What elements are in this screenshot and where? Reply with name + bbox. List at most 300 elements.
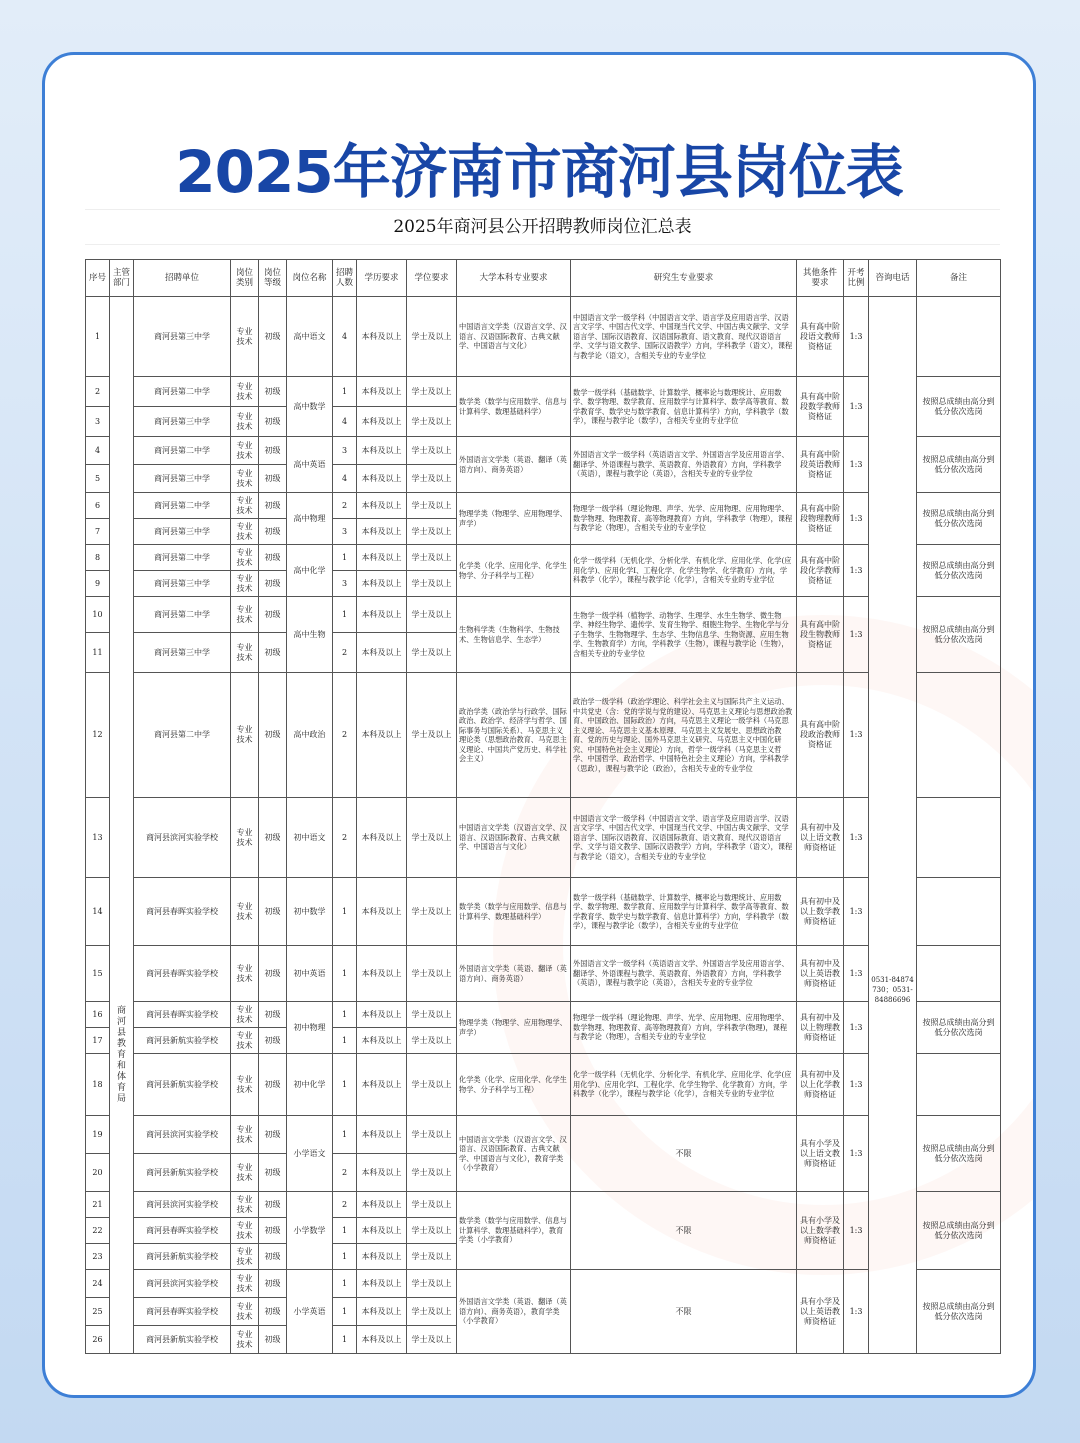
cell-education: 本科及以上 xyxy=(357,545,407,571)
cell-level: 初级 xyxy=(259,1298,287,1326)
table-row xyxy=(86,1054,1001,1116)
cell-count: 1 xyxy=(333,1054,357,1116)
cell-degree: 学士及以上 xyxy=(407,571,457,597)
cell-unit: 商河县第二中学 xyxy=(134,545,231,571)
cell-ratio: 1:3 xyxy=(844,1002,869,1054)
cell-count: 1 xyxy=(333,878,357,946)
cell-grad-major: 数学一级学科（基础数学、计算数学、概率论与数理统计、应用数学、数学物理、数学教育、应用数学与计算科学、数学高等教育、数学教育学、数学史与数学教育、信息计算科学）方向，学科教学（数学），课程与教学论（数学），含相关专业的专业学位 xyxy=(571,878,797,946)
col-header-grad-major: 研究生专业要求 xyxy=(571,260,797,297)
cell-unit: 商河县第三中学 xyxy=(134,407,231,437)
col-header-id: 序号 xyxy=(86,260,110,297)
cell-ratio: 1:3 xyxy=(844,297,869,377)
cell-count: 3 xyxy=(333,437,357,465)
cell-degree: 学士及以上 xyxy=(407,407,457,437)
cell-category: 专业技术 xyxy=(231,407,259,437)
col-header-count: 招聘人数 xyxy=(333,260,357,297)
cell-other: 具有小学及以上英语教师资格证 xyxy=(797,1270,844,1354)
cell-unit: 商河县第三中学 xyxy=(134,465,231,493)
cell-degree: 学士及以上 xyxy=(407,1002,457,1028)
cell-level: 初级 xyxy=(259,1116,287,1154)
cell-count: 3 xyxy=(333,519,357,545)
cell-category: 专业技术 xyxy=(231,437,259,465)
cell-grad-major: 生物学一级学科（植物学、动物学、生理学、水生生物学、微生物学、神经生物学、遗传学、发育生物学、细胞生物学、生物化学与分子生物学、生物物理学、生态学、生物信息学、生物资源、应用生物学、生物教育学）方向，学科教学（生物），课程与教学论（生物），含相关专业的专业学位 xyxy=(571,597,797,673)
cell-education: 本科及以上 xyxy=(357,493,407,519)
col-header-undergrad-major: 大学本科专业要求 xyxy=(457,260,571,297)
cell-degree: 学士及以上 xyxy=(407,798,457,878)
cell-education: 本科及以上 xyxy=(357,465,407,493)
cell-count: 4 xyxy=(333,407,357,437)
cell-unit: 商河县滨河实验学校 xyxy=(134,1192,231,1218)
cell-education: 本科及以上 xyxy=(357,377,407,407)
cell-other: 具有高中阶段化学教师资格证 xyxy=(797,545,844,597)
cell-degree: 学士及以上 xyxy=(407,633,457,673)
cell-id: 22 xyxy=(86,1218,110,1244)
cell-category: 专业技术 xyxy=(231,878,259,946)
cell-position: 高中物理 xyxy=(287,493,333,545)
cell-count: 2 xyxy=(333,798,357,878)
cell-education: 本科及以上 xyxy=(357,633,407,673)
cell-degree: 学士及以上 xyxy=(407,878,457,946)
cell-remarks xyxy=(917,673,1001,798)
cell-remarks: 按照总成绩由高分到低分依次选岗 xyxy=(917,377,1001,437)
cell-unit: 商河县第二中学 xyxy=(134,493,231,519)
cell-remarks: 按照总成绩由高分到低分依次选岗 xyxy=(917,545,1001,597)
cell-position: 初中数学 xyxy=(287,878,333,946)
cell-count: 1 xyxy=(333,1298,357,1326)
cell-undergrad-major: 政治学类（政治学与行政学、国际政治、政治学、经济学与哲学、国际事务与国际关系）、马克思主义理论类（思想政治教育、马克思主义理论、中国共产党历史、科学社会主义） xyxy=(457,673,571,798)
cell-level: 初级 xyxy=(259,1218,287,1244)
cell-category: 专业技术 xyxy=(231,1116,259,1154)
cell-unit: 商河县第三中学 xyxy=(134,633,231,673)
cell-ratio: 1:3 xyxy=(844,545,869,597)
cell-id: 2 xyxy=(86,377,110,407)
col-header-remarks: 备注 xyxy=(917,260,1001,297)
header-row xyxy=(86,260,1001,297)
cell-other: 具有初中及以上化学教师资格证 xyxy=(797,1054,844,1116)
cell-education: 本科及以上 xyxy=(357,1054,407,1116)
cell-education: 本科及以上 xyxy=(357,437,407,465)
cell-count: 1 xyxy=(333,597,357,633)
cell-education: 本科及以上 xyxy=(357,798,407,878)
cell-education: 本科及以上 xyxy=(357,1244,407,1270)
cell-category: 专业技术 xyxy=(231,673,259,798)
cell-count: 1 xyxy=(333,1002,357,1028)
cell-degree: 学士及以上 xyxy=(407,297,457,377)
cell-id: 10 xyxy=(86,597,110,633)
cell-ratio: 1:3 xyxy=(844,1054,869,1116)
cell-category: 专业技术 xyxy=(231,1154,259,1192)
cell-other: 具有小学及以上语文教师资格证 xyxy=(797,1116,844,1192)
col-header-ratio: 开考比例 xyxy=(844,260,869,297)
cell-id: 9 xyxy=(86,571,110,597)
col-header-category: 岗位类别 xyxy=(231,260,259,297)
cell-id: 25 xyxy=(86,1298,110,1326)
cell-unit: 商河县新航实验学校 xyxy=(134,1054,231,1116)
table-row xyxy=(86,545,1001,571)
cell-count: 2 xyxy=(333,1154,357,1192)
table-row xyxy=(86,1192,1001,1218)
cell-degree: 学士及以上 xyxy=(407,1326,457,1354)
cell-undergrad-major: 中国语言文学类（汉语言文学、汉语言、汉语国际教育、古典文献学、中国语言与文化） xyxy=(457,798,571,878)
cell-category: 专业技术 xyxy=(231,1028,259,1054)
cell-level: 初级 xyxy=(259,1270,287,1298)
cell-degree: 学士及以上 xyxy=(407,493,457,519)
cell-unit: 商河县新航实验学校 xyxy=(134,1244,231,1270)
col-header-level: 岗位等级 xyxy=(259,260,287,297)
cell-count: 2 xyxy=(333,673,357,798)
cell-id: 13 xyxy=(86,798,110,878)
cell-grad-major: 物理学一级学科（理论物理、声学、光学、应用物理、应用物理学、数学物理、物理教育、高等物理教育）方向，学科教学(物理)，课程与教学论（物理），含相关专业的专业学位 xyxy=(571,1002,797,1054)
cell-education: 本科及以上 xyxy=(357,597,407,633)
cell-grad-major: 外国语言文学一级学科（英语语言文学、外国语言学及应用语言学、翻译学、外语课程与教学、英语教育、外语教育）方向，学科教学（英语），课程与教学论（英语），含相关专业的专业学位 xyxy=(571,946,797,1002)
cell-ratio: 1:3 xyxy=(844,946,869,1002)
table-row xyxy=(86,493,1001,519)
cell-ratio: 1:3 xyxy=(844,1270,869,1354)
cell-position: 高中英语 xyxy=(287,437,333,493)
cell-degree: 学士及以上 xyxy=(407,377,457,407)
cell-category: 专业技术 xyxy=(231,1002,259,1028)
cell-position: 高中生物 xyxy=(287,597,333,673)
cell-degree: 学士及以上 xyxy=(407,1270,457,1298)
table-row xyxy=(86,673,1001,798)
cell-remarks: 按照总成绩由高分到低分依次选岗 xyxy=(917,437,1001,493)
cell-position: 初中语文 xyxy=(287,798,333,878)
cell-count: 1 xyxy=(333,377,357,407)
cell-id: 7 xyxy=(86,519,110,545)
cell-undergrad-major: 化学类（化学、应用化学、化学生物学、分子科学与工程） xyxy=(457,545,571,597)
cell-ratio: 1:3 xyxy=(844,437,869,493)
cell-degree: 学士及以上 xyxy=(407,1028,457,1054)
cell-unit: 商河县新航实验学校 xyxy=(134,1326,231,1354)
cell-grad-major: 中国语言文学一级学科（中国语言文学、语言学及应用语言学、汉语言文字学、中国古代文学、中国现当代文学、中国古典文献学、文学语言学、国际汉语教育、汉语国际教育、语文教育、现代汉语语言学、文学与语文教学、国际汉语教学）方向，学科教学（语文），课程与教学论（语文），含相关专业的专业学位 xyxy=(571,297,797,377)
col-header-other: 其他条件要求 xyxy=(797,260,844,297)
cell-category: 专业技术 xyxy=(231,377,259,407)
sheet-title: 2025年商河县公开招聘教师岗位汇总表 xyxy=(85,209,1000,245)
spreadsheet xyxy=(85,209,1000,1354)
cell-category: 专业技术 xyxy=(231,519,259,545)
cell-undergrad-major: 数学类（数学与应用数学、信息与计算科学、数理基础科学），教育学类（小学教育） xyxy=(457,1192,571,1270)
cell-education: 本科及以上 xyxy=(357,1298,407,1326)
cell-id: 3 xyxy=(86,407,110,437)
cell-other: 具有高中阶段物理教师资格证 xyxy=(797,493,844,545)
cell-education: 本科及以上 xyxy=(357,946,407,1002)
cell-other: 具有高中阶段数学教师资格证 xyxy=(797,377,844,437)
cell-unit: 商河县滨河实验学校 xyxy=(134,798,231,878)
cell-unit: 商河县第三中学 xyxy=(134,519,231,545)
cell-unit: 商河县春晖实验学校 xyxy=(134,946,231,1002)
cell-degree: 学士及以上 xyxy=(407,545,457,571)
table-row xyxy=(86,1116,1001,1154)
cell-undergrad-major: 数学类（数学与应用数学、信息与计算科学、数理基础科学） xyxy=(457,878,571,946)
cell-other: 具有高中阶段政治教师资格证 xyxy=(797,673,844,798)
table-row xyxy=(86,1270,1001,1298)
cell-ratio: 1:3 xyxy=(844,377,869,437)
cell-education: 本科及以上 xyxy=(357,1192,407,1218)
cell-level: 初级 xyxy=(259,407,287,437)
cell-grad-major: 数学一级学科（基础数学、计算数学、概率论与数理统计、应用数学、数学物理、数学教育、应用数学与计算科学、数学高等教育、数学教育学、数学史与数学教育、信息计算科学）方向，学科教学（数学），课程与教学论（数学），含相关专业的专业学位 xyxy=(571,377,797,437)
cell-education: 本科及以上 xyxy=(357,571,407,597)
cell-count: 2 xyxy=(333,633,357,673)
cell-other: 具有高中阶段生物教师资格证 xyxy=(797,597,844,673)
cell-degree: 学士及以上 xyxy=(407,1054,457,1116)
cell-grad-major: 物理学一级学科（理论物理、声学、光学、应用物理、应用物理学、数学物理、物理教育、高等物理教育）方向，学科教学（物理），课程与教学论（物理），含相关专业的专业学位 xyxy=(571,493,797,545)
cell-degree: 学士及以上 xyxy=(407,465,457,493)
cell-degree: 学士及以上 xyxy=(407,1298,457,1326)
cell-unit: 商河县第二中学 xyxy=(134,597,231,633)
cell-phone: 0531-84874730；0531-84886696 xyxy=(869,297,917,1354)
cell-position: 小学语文 xyxy=(287,1116,333,1192)
cell-level: 初级 xyxy=(259,633,287,673)
cell-undergrad-major: 物理学类（物理学、应用物理学、声学） xyxy=(457,1002,571,1054)
cell-education: 本科及以上 xyxy=(357,878,407,946)
cell-count: 4 xyxy=(333,297,357,377)
cell-other: 具有初中及以上数学教师资格证 xyxy=(797,878,844,946)
cell-category: 专业技术 xyxy=(231,946,259,1002)
cell-category: 专业技术 xyxy=(231,465,259,493)
cell-other: 具有初中及以上物理教师资格证 xyxy=(797,1002,844,1054)
cell-level: 初级 xyxy=(259,946,287,1002)
cell-education: 本科及以上 xyxy=(357,1326,407,1354)
cell-degree: 学士及以上 xyxy=(407,673,457,798)
cell-category: 专业技术 xyxy=(231,493,259,519)
cell-id: 11 xyxy=(86,633,110,673)
cell-level: 初级 xyxy=(259,519,287,545)
cell-level: 初级 xyxy=(259,1154,287,1192)
cell-remarks xyxy=(917,798,1001,878)
cell-id: 1 xyxy=(86,297,110,377)
cell-ratio: 1:3 xyxy=(844,878,869,946)
cell-count: 1 xyxy=(333,1218,357,1244)
cell-position: 高中语文 xyxy=(287,297,333,377)
cell-grad-major: 外国语言文学一级学科（英语语言文学、外国语言学及应用语言学、翻译学、外语课程与教学、英语教育、外语教育）方向，学科教学（英语），课程与教学论（英语），含相关专业的专业学位 xyxy=(571,437,797,493)
cell-id: 19 xyxy=(86,1116,110,1154)
cell-unit: 商河县春晖实验学校 xyxy=(134,1298,231,1326)
table-row xyxy=(86,946,1001,1002)
col-header-phone: 咨询电话 xyxy=(869,260,917,297)
cell-ratio: 1:3 xyxy=(844,1192,869,1270)
cell-category: 专业技术 xyxy=(231,1270,259,1298)
cell-unit: 商河县新航实验学校 xyxy=(134,1154,231,1192)
cell-degree: 学士及以上 xyxy=(407,1192,457,1218)
cell-ratio: 1:3 xyxy=(844,597,869,673)
cell-count: 1 xyxy=(333,1326,357,1354)
cell-degree: 学士及以上 xyxy=(407,597,457,633)
cell-id: 15 xyxy=(86,946,110,1002)
cell-unit: 商河县第二中学 xyxy=(134,377,231,407)
cell-count: 1 xyxy=(333,1244,357,1270)
cell-count: 1 xyxy=(333,545,357,571)
cell-other: 具有初中及以上英语教师资格证 xyxy=(797,946,844,1002)
cell-ratio: 1:3 xyxy=(844,493,869,545)
cell-level: 初级 xyxy=(259,1326,287,1354)
cell-count: 2 xyxy=(333,1192,357,1218)
table-row xyxy=(86,798,1001,878)
cell-degree: 学士及以上 xyxy=(407,437,457,465)
cell-other: 具有高中阶段英语教师资格证 xyxy=(797,437,844,493)
cell-remarks xyxy=(917,946,1001,1002)
cell-remarks xyxy=(917,1054,1001,1116)
cell-level: 初级 xyxy=(259,1192,287,1218)
table-body xyxy=(86,297,1001,1354)
cell-id: 26 xyxy=(86,1326,110,1354)
cell-undergrad-major: 中国语言文学类（汉语言文学、汉语言、汉语国际教育、古典文献学、中国语言与文化），教育学类（小学教育） xyxy=(457,1116,571,1192)
cell-remarks xyxy=(917,878,1001,946)
cell-education: 本科及以上 xyxy=(357,519,407,545)
cell-level: 初级 xyxy=(259,1244,287,1270)
cell-grad-major: 不限 xyxy=(571,1192,797,1270)
cell-degree: 学士及以上 xyxy=(407,1116,457,1154)
cell-id: 12 xyxy=(86,673,110,798)
cell-other: 具有小学及以上数学教师资格证 xyxy=(797,1192,844,1270)
table-row xyxy=(86,878,1001,946)
cell-level: 初级 xyxy=(259,571,287,597)
cell-category: 专业技术 xyxy=(231,1298,259,1326)
cell-remarks xyxy=(917,297,1001,377)
cell-unit: 商河县第三中学 xyxy=(134,297,231,377)
cell-grad-major: 中国语言文学一级学科（中国语言文学、语言学及应用语言学、汉语言文字学、中国古代文学、中国现当代文学、中国古典文献学、文学语言学、国际汉语教育、汉语国际教育、语文教育、现代汉语语言学、文学与语文教学、国际汉语教学）方向，学科教学（语文），课程与教学论（语文），含相关专业的专业学位 xyxy=(571,798,797,878)
cell-category: 专业技术 xyxy=(231,1054,259,1116)
cell-position: 高中化学 xyxy=(287,545,333,597)
cell-remarks: 按照总成绩由高分到低分依次选岗 xyxy=(917,597,1001,673)
cell-unit: 商河县滨河实验学校 xyxy=(134,1270,231,1298)
cell-unit: 商河县第三中学 xyxy=(134,571,231,597)
cell-undergrad-major: 生物科学类（生物科学、生物技术、生物信息学、生态学） xyxy=(457,597,571,673)
cell-category: 专业技术 xyxy=(231,1244,259,1270)
cell-id: 24 xyxy=(86,1270,110,1298)
cell-grad-major: 不限 xyxy=(571,1270,797,1354)
cell-other: 具有初中及以上语文教师资格证 xyxy=(797,798,844,878)
cell-count: 1 xyxy=(333,1028,357,1054)
cell-position: 初中物理 xyxy=(287,1002,333,1054)
cell-education: 本科及以上 xyxy=(357,1116,407,1154)
cell-level: 初级 xyxy=(259,1054,287,1116)
cell-degree: 学士及以上 xyxy=(407,1244,457,1270)
cell-unit: 商河县春晖实验学校 xyxy=(134,1218,231,1244)
cell-level: 初级 xyxy=(259,1002,287,1028)
cell-education: 本科及以上 xyxy=(357,1270,407,1298)
cell-category: 专业技术 xyxy=(231,1218,259,1244)
cell-position: 高中政治 xyxy=(287,673,333,798)
cell-count: 1 xyxy=(333,946,357,1002)
cell-education: 本科及以上 xyxy=(357,1154,407,1192)
cell-other: 具有高中阶段语文教师资格证 xyxy=(797,297,844,377)
cell-grad-major: 化学一级学科（无机化学、分析化学、有机化学、应用化学、化学(应用化学)、应用化学Ⅰ、工程化学、化学生物学、化学教育）方向，学科教学（化学），课程与教学论（化学），含相关专业的专业学位 xyxy=(571,1054,797,1116)
cell-education: 本科及以上 xyxy=(357,1002,407,1028)
table-row xyxy=(86,1002,1001,1028)
cell-undergrad-major: 数学类（数学与应用数学、信息与计算科学、数理基础科学） xyxy=(457,377,571,437)
cell-undergrad-major: 外国语言文学类（英语、翻译（英语方向）、商务英语） xyxy=(457,437,571,493)
col-header-position: 岗位名称 xyxy=(287,260,333,297)
cell-education: 本科及以上 xyxy=(357,1028,407,1054)
cell-position: 小学英语 xyxy=(287,1270,333,1354)
cell-degree: 学士及以上 xyxy=(407,1218,457,1244)
cell-education: 本科及以上 xyxy=(357,407,407,437)
cell-education: 本科及以上 xyxy=(357,297,407,377)
cell-id: 20 xyxy=(86,1154,110,1192)
cell-level: 初级 xyxy=(259,493,287,519)
cell-remarks: 按照总成绩由高分到低分依次选岗 xyxy=(917,1270,1001,1354)
cell-grad-major: 不限 xyxy=(571,1116,797,1192)
cell-unit: 商河县第二中学 xyxy=(134,437,231,465)
cell-level: 初级 xyxy=(259,377,287,407)
col-header-unit: 招聘单位 xyxy=(134,260,231,297)
cell-undergrad-major: 物理学类（物理学、应用物理学、声学） xyxy=(457,493,571,545)
cell-id: 18 xyxy=(86,1054,110,1116)
cell-level: 初级 xyxy=(259,597,287,633)
positions-table xyxy=(85,259,1001,1354)
cell-level: 初级 xyxy=(259,545,287,571)
col-header-education: 学历要求 xyxy=(357,260,407,297)
cell-level: 初级 xyxy=(259,798,287,878)
cell-count: 1 xyxy=(333,1116,357,1154)
cell-education: 本科及以上 xyxy=(357,673,407,798)
cell-count: 1 xyxy=(333,1270,357,1298)
cell-category: 专业技术 xyxy=(231,1192,259,1218)
cell-grad-major: 化学一级学科（无机化学、分析化学、有机化学、应用化学、化学(应用化学)、应用化学Ⅰ、工程化学、化学生物学、化学教育）方向，学科教学（化学），课程与教学论（化学），含相关专业的专业学位 xyxy=(571,545,797,597)
cell-level: 初级 xyxy=(259,465,287,493)
cell-degree: 学士及以上 xyxy=(407,946,457,1002)
cell-id: 4 xyxy=(86,437,110,465)
table-row xyxy=(86,437,1001,465)
cell-level: 初级 xyxy=(259,673,287,798)
cell-remarks: 按照总成绩由高分到低分依次选岗 xyxy=(917,1192,1001,1270)
cell-id: 16 xyxy=(86,1002,110,1028)
cell-dept: 商河县教育和体育局 xyxy=(110,297,134,1354)
cell-remarks: 按照总成绩由高分到低分依次选岗 xyxy=(917,493,1001,545)
cell-undergrad-major: 外国语言文学类（英语、翻译（英语方向）、商务英语），教育学类（小学教育） xyxy=(457,1270,571,1354)
cell-level: 初级 xyxy=(259,297,287,377)
cell-degree: 学士及以上 xyxy=(407,1154,457,1192)
page-card xyxy=(42,52,1036,1398)
cell-unit: 商河县春晖实验学校 xyxy=(134,1002,231,1028)
cell-id: 17 xyxy=(86,1028,110,1054)
cell-id: 23 xyxy=(86,1244,110,1270)
cell-id: 21 xyxy=(86,1192,110,1218)
cell-ratio: 1:3 xyxy=(844,798,869,878)
cell-undergrad-major: 外国语言文学类（英语、翻译（英语方向）、商务英语） xyxy=(457,946,571,1002)
cell-category: 专业技术 xyxy=(231,597,259,633)
cell-ratio: 1:3 xyxy=(844,673,869,798)
cell-id: 14 xyxy=(86,878,110,946)
cell-position: 初中英语 xyxy=(287,946,333,1002)
cell-category: 专业技术 xyxy=(231,1326,259,1354)
cell-count: 2 xyxy=(333,493,357,519)
cell-unit: 商河县新航实验学校 xyxy=(134,1028,231,1054)
cell-id: 6 xyxy=(86,493,110,519)
cell-ratio: 1:3 xyxy=(844,1116,869,1192)
cell-remarks: 按照总成绩由高分到低分依次选岗 xyxy=(917,1002,1001,1054)
col-header-degree: 学位要求 xyxy=(407,260,457,297)
cell-category: 专业技术 xyxy=(231,571,259,597)
table-row xyxy=(86,377,1001,407)
banner-title: 2025年济南市商河县岗位表 xyxy=(175,138,903,206)
cell-level: 初级 xyxy=(259,1028,287,1054)
cell-grad-major: 政治学一级学科（政治学理论、科学社会主义与国际共产主义运动、中共党史（含：党的学说与党的建设）、马克思主义理论与思想政治教育、中国政治、国际政治）方向，马克思主义理论一级学科（马克思主义理论、马克思主义基本原理、马克思主义发展史、思想政治教育、党的历史与理论、国外马克思主义研究、马克思主义中国化研究、中国特色社会主义理论）方向，哲学一级学科（马克思主义哲学、中国哲学、政治哲学、中国特色社会主义理论）方向，学科教学（思政），课程与教学论（政治），含相关专业的专业学位 xyxy=(571,673,797,798)
cell-position: 小学数学 xyxy=(287,1192,333,1270)
cell-degree: 学士及以上 xyxy=(407,519,457,545)
cell-count: 4 xyxy=(333,465,357,493)
table-row xyxy=(86,597,1001,633)
cell-count: 3 xyxy=(333,571,357,597)
cell-undergrad-major: 化学类（化学、应用化学、化学生物学、分子科学与工程） xyxy=(457,1054,571,1116)
cell-education: 本科及以上 xyxy=(357,1218,407,1244)
table-row xyxy=(86,297,1001,377)
cell-id: 8 xyxy=(86,545,110,571)
cell-category: 专业技术 xyxy=(231,798,259,878)
cell-position: 高中数学 xyxy=(287,377,333,437)
cell-category: 专业技术 xyxy=(231,633,259,673)
cell-remarks: 按照总成绩由高分到低分依次选岗 xyxy=(917,1116,1001,1192)
